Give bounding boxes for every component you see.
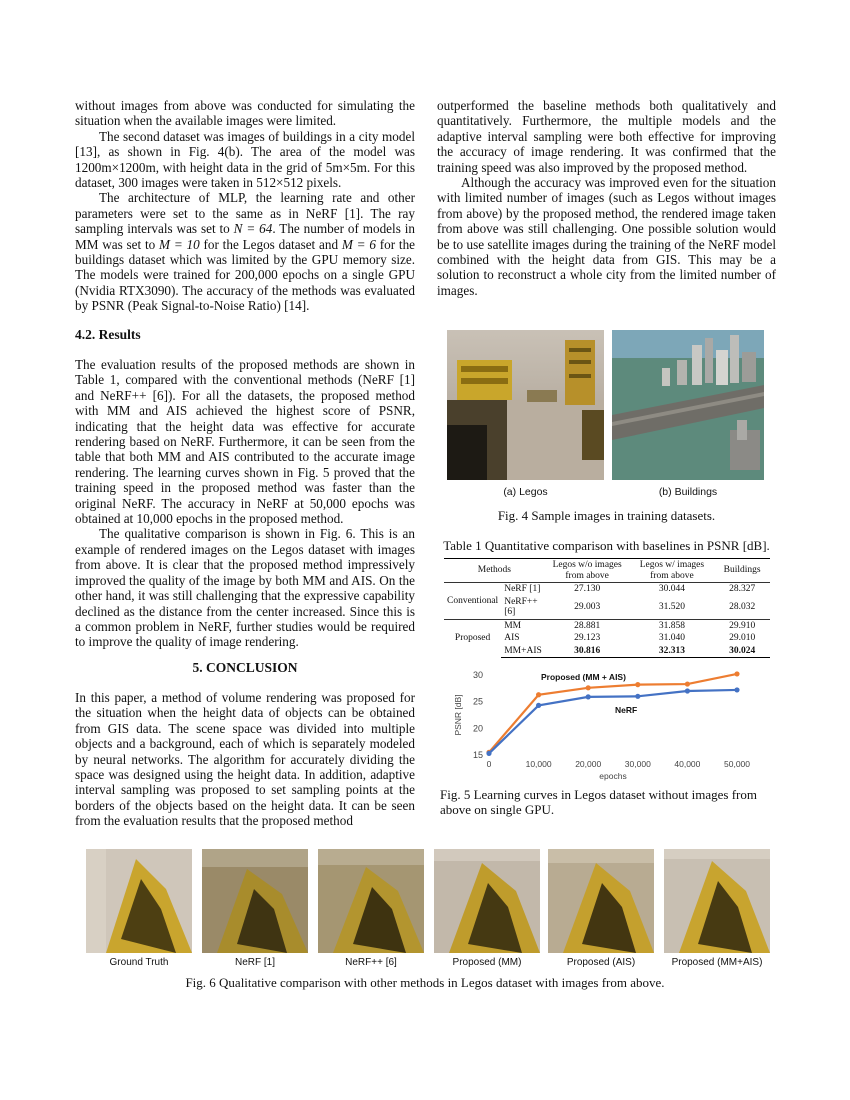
math: M = 10 [159, 236, 200, 252]
data-point [586, 685, 591, 690]
fig6-image-mm-ais [664, 849, 770, 953]
series-line [489, 690, 737, 753]
y-tick-label: 20 [472, 723, 483, 734]
section-heading: 5. CONCLUSION [192, 660, 298, 675]
right-column-top [437, 98, 776, 298]
x-tick-label: 20,000 [575, 759, 602, 769]
x-tick-label: 30,000 [624, 759, 651, 769]
conclusion-body [75, 690, 415, 829]
data-point [734, 671, 739, 676]
table-cell: NeRF++ [6] [504, 596, 538, 617]
fig6-label: Ground Truth [109, 957, 169, 968]
y-tick-label: 30 [472, 670, 483, 680]
paragraph: The evaluation results of the proposed methods are shown in Table 1, compared with the conventional methods (NeRF [1] and NeRF++ [6]). For all the datasets, the proposed method with MM and AIS achieved the highest score of PSNR, indicating that the height data was effective for accurate rendering based on NeRF. Furthermore, it can be seen from the table that both MM and AIS contributed to the accurate image rendering. The learning curves shown in Fig. 5 proved that the training speed in the proposed method was faster than the original NeRF. The accuracy in NeRF at 50,000 epochs was obtained at 10,000 epochs in the proposed method. [75, 357, 415, 527]
paragraph: without images from above was conducted for simulating the situation when the available images were limited. [75, 98, 415, 129]
table-cell: 28.881 [545, 619, 630, 632]
table-cell: 30.816 [545, 645, 630, 658]
data-point [734, 687, 739, 692]
paragraph: Although the accuracy was improved even for the situation with limited number of images (such as Legos without images from above) by the proposed method, the rendered image taken from above was still challenging. One possible solution would be to use satellite images during the training of the NeRF model combined with the height data from GIS. This may be a solution to reconstruct a whole city from the limited number of images. [437, 175, 776, 298]
x-tick-label: 0 [486, 759, 492, 769]
paragraph: outperformed the baseline methods both qualitatively and quantitatively. Furthermore, the multiple models and the adaptive interval sampling were both effective for improving the accuracy of image rendering. It was confirmed that the training speed was also improved by the proposed method. [437, 98, 776, 175]
fig4-caption: Fig. 4 Sample images in training datasets. [497, 508, 716, 523]
table-header: Legos w/ images from above [630, 559, 715, 583]
left-column-top [75, 98, 415, 314]
table-row [444, 583, 770, 596]
results-body [75, 357, 415, 650]
fig6-image-ground-truth [86, 849, 192, 953]
table1-caption: Table 1 Quantitative comparison with baselines in PSNR [dB]. [443, 538, 770, 553]
data-point [685, 681, 690, 686]
table-cell: 31.040 [658, 633, 685, 643]
table-cell: 28.327 [714, 583, 770, 596]
table-group: Conventional [444, 583, 501, 620]
table-header: Methods [444, 559, 545, 583]
series-line [489, 674, 737, 752]
data-point [586, 694, 591, 699]
fig6-image-mm [434, 849, 540, 953]
section-heading: 4.2. Results [75, 327, 141, 342]
table-cell: 28.032 [729, 601, 756, 612]
table-cell: 31.858 [630, 619, 715, 632]
paragraph: The second dataset was images of buildings in a city model [13], as shown in Fig. 4(b). The area of the model was 1200m×1200m, with height data in the grid of 5m×5m. For this dataset, 300 images were taken in 512×512 pixels. [75, 128, 415, 191]
data-point [536, 703, 541, 708]
data-point [635, 682, 640, 687]
fig4-sub-b: (b) Buildings [658, 486, 718, 498]
fig6-label: NeRF [1] [234, 957, 275, 968]
table-cell: 31.520 [658, 601, 685, 612]
table-cell: 29.123 [574, 633, 601, 643]
data-point [685, 688, 690, 693]
table-header: Legos w/o images from above [545, 559, 630, 583]
x-tick-label: 40,000 [674, 759, 701, 769]
table-header: Buildings [714, 559, 770, 583]
fig6-label: NeRF++ [6] [345, 957, 397, 968]
paragraph: The architecture of MLP, the learning rate and other parameters were set to the same as in NeRF [1]. The ray sampling intervals was set to N = 64. The number of models in MM was set to M = 10 for the Legos dataset and M = 6 for the buildings dataset which was limited by the GPU memory size. The models were trained for 200,000 epochs on a single GPU (Nvidia RTX3090). The accuracy of the methods was evaluated by PSNR (Peak Signal-to-Noise Ratio) [14]. [75, 190, 416, 314]
fig4-sub-a: (a) Legos [503, 486, 548, 498]
paragraph: The qualitative comparison is shown in Fig. 6. This is an example of rendered images on the Legos dataset with images from above. It is clear that the proposed method impressively improved the quality of the image by both MM and AIS. On the other hand, it was still challenging that the expressive capability declined as the distance from the center increased. Since this is a common problem in NeRF, further studies would be required to improve the quality of image rendering. [75, 526, 415, 650]
table-cell: 30.044 [630, 583, 715, 596]
x-axis-label: epochs [599, 771, 627, 781]
fig6-label: Proposed (MM+AIS) [671, 957, 763, 968]
legos-sample-image [447, 330, 604, 480]
learning-curve-chart [445, 665, 770, 785]
y-tick-label: 25 [472, 696, 483, 707]
table-cell: 27.130 [545, 583, 630, 596]
table-cell: MM+AIS [501, 645, 545, 658]
table-cell: 29.910 [714, 619, 770, 632]
table-cell: MM [501, 619, 545, 632]
table-group: Proposed [444, 619, 501, 658]
fig5-caption: Fig. 5 Learning curves in Legos dataset without images from above on single GPU. [440, 787, 757, 817]
table-cell: 32.313 [630, 645, 715, 658]
table-row [444, 619, 770, 632]
fig6-label: Proposed (AIS) [566, 957, 636, 968]
results-section [75, 327, 415, 342]
math: N = 64 [233, 221, 273, 237]
y-tick-label: 15 [472, 750, 483, 760]
table1 [444, 558, 770, 658]
y-axis-label: PSNR [dB] [453, 694, 463, 736]
data-point [635, 694, 640, 699]
table-cell: 29.003 [574, 601, 601, 612]
fig6-image-nerfpp [318, 849, 424, 953]
fig6-caption: Fig. 6 Qualitative comparison with other methods in Legos dataset with images from above. [185, 975, 665, 990]
data-point [486, 751, 491, 756]
table-cell: AIS [504, 633, 520, 643]
x-tick-label: 10,000 [525, 759, 552, 769]
series-label: NeRF [615, 705, 638, 715]
series-label: Proposed (MM + AIS) [541, 672, 626, 682]
table-cell: 29.010 [729, 633, 756, 643]
fig6-image-ais [548, 849, 654, 953]
buildings-sample-image [612, 330, 764, 480]
table-cell: 30.024 [714, 645, 770, 658]
conclusion-heading-wrap [75, 660, 415, 675]
fig6-image-nerf [202, 849, 308, 953]
math: M = 6 [341, 236, 376, 252]
fig6-label: Proposed (MM) [452, 957, 522, 968]
x-tick-label: 50,000 [724, 759, 750, 769]
table-cell: NeRF [1] [501, 583, 545, 596]
paragraph: In this paper, a method of volume rendering was proposed for the situation when the height data of objects can be obtained from GIS data. The scene space was divided into multiple objects and a background, each of which is separately modeled by neural networks. The algorithm for accurately dividing the space was designed using the height data. In addition, adaptive interval sampling was proposed to set sampling points at the borders of the objects based on the height data. It can be seen from the evaluation results that the proposed method [75, 690, 415, 829]
data-point [536, 692, 541, 697]
